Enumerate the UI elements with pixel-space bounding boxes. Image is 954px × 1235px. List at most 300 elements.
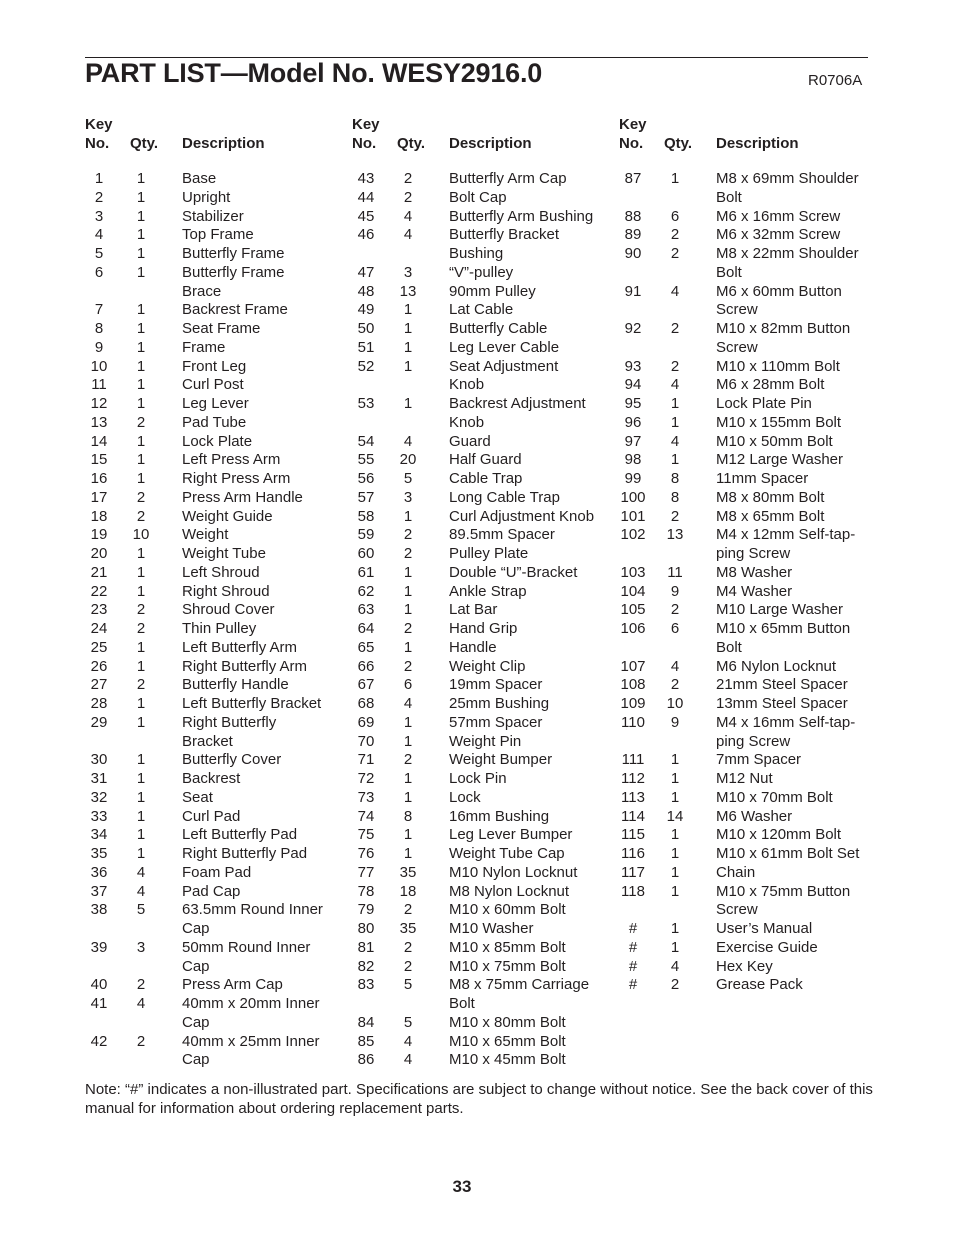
part-row: [619, 883, 889, 921]
part-description: Stabilizer: [182, 207, 244, 225]
part-description: M8 x 75mm Carriage Bolt: [449, 976, 590, 1012]
part-description: Curl Adjustment Knob: [449, 507, 595, 525]
part-key: 73: [357, 788, 375, 806]
part-description: M8 Nylon Locknut: [449, 882, 570, 900]
part-qty: 1: [136, 338, 146, 356]
part-row: [85, 883, 355, 902]
part-key: 55: [357, 451, 375, 469]
part-key: 34: [90, 826, 108, 844]
part-row: [619, 208, 889, 227]
part-key: 100: [620, 488, 646, 506]
part-row: [85, 245, 355, 264]
part-row: [619, 939, 889, 958]
part-qty: 1: [670, 920, 680, 937]
part-row: [352, 583, 622, 602]
part-qty: 2: [136, 1032, 146, 1050]
part-description: 7mm Spacer: [716, 751, 802, 769]
part-description: 40mm x 20mm Inner Cap: [182, 995, 320, 1031]
part-row: [352, 358, 622, 396]
part-description: Upright: [182, 188, 231, 206]
part-key: 28: [90, 695, 108, 712]
part-row: [619, 226, 889, 245]
part-qty: 1: [670, 863, 680, 881]
part-row: [352, 470, 622, 489]
part-qty: 2: [670, 976, 680, 994]
part-key: 22: [90, 582, 108, 600]
part-key: 47: [357, 263, 375, 281]
part-description: Shroud Cover: [182, 601, 275, 619]
part-key: 59: [357, 526, 375, 544]
part-qty: 4: [136, 863, 146, 881]
part-qty: 2: [136, 676, 146, 694]
part-qty: 4: [403, 432, 413, 450]
part-description: Lat Bar: [449, 601, 498, 619]
part-row: [352, 283, 622, 302]
part-qty: 2: [670, 357, 680, 375]
part-description: Weight: [182, 526, 229, 544]
part-qty: 1: [403, 770, 413, 787]
part-description: Press Arm Handle: [182, 488, 303, 506]
part-key: 66: [357, 657, 375, 675]
part-row: [85, 864, 355, 883]
part-description: M6 Nylon Locknut: [716, 657, 837, 675]
part-row: [352, 1033, 622, 1052]
part-qty: 1: [403, 582, 413, 600]
part-qty: 4: [670, 432, 680, 450]
part-key: 94: [624, 376, 642, 394]
part-qty: 1: [403, 338, 413, 356]
part-description: 57mm Spacer: [449, 713, 543, 731]
part-qty: 2: [136, 413, 146, 431]
part-description: M10 Large Washer: [716, 601, 844, 619]
part-key: 17: [90, 488, 108, 506]
part-qty: 4: [403, 1051, 413, 1069]
part-description: Backrest Adjustment Knob: [449, 395, 586, 431]
part-qty: 1: [136, 788, 146, 806]
part-qty: 2: [136, 601, 146, 619]
part-description: “V”-pulley: [449, 263, 514, 281]
part-qty: 1: [403, 507, 413, 525]
part-key: 105: [620, 601, 646, 619]
part-key: 16: [90, 470, 108, 487]
part-qty: 2: [403, 957, 413, 975]
part-key: 111: [621, 751, 645, 769]
part-qty: 1: [403, 732, 413, 750]
part-qty: 5: [403, 470, 413, 487]
part-row: [352, 808, 622, 827]
part-key: 56: [357, 470, 375, 487]
header-description: Description: [449, 135, 532, 152]
part-qty: 1: [403, 395, 413, 412]
part-row: [619, 751, 889, 770]
part-qty: 2: [136, 507, 146, 525]
part-key: 10: [90, 357, 108, 375]
part-description: Handle: [449, 638, 497, 656]
part-row: [352, 695, 622, 714]
part-qty: 2: [670, 507, 680, 525]
part-row: [85, 264, 355, 302]
part-description: Backrest: [182, 770, 241, 787]
part-description: Top Frame: [182, 226, 254, 244]
part-description: Leg Lever: [182, 395, 249, 412]
part-qty: 2: [403, 526, 413, 544]
part-qty: 1: [403, 601, 413, 619]
part-description: Butterfly Handle: [182, 676, 289, 694]
part-description: Weight Tube: [182, 545, 266, 562]
part-key: 4: [94, 226, 104, 244]
part-row: [352, 433, 622, 452]
part-row: [85, 1033, 355, 1071]
part-key: 30: [90, 751, 108, 769]
part-row: [352, 676, 622, 695]
part-description: Right Press Arm: [182, 470, 291, 487]
header-qty: Qty.: [397, 135, 426, 152]
part-key: 23: [90, 601, 108, 619]
part-key: 51: [357, 338, 375, 356]
part-key: 50: [357, 320, 375, 337]
part-description: M6 Washer: [716, 807, 793, 825]
part-qty: 1: [136, 432, 146, 450]
part-row: [85, 976, 355, 995]
part-description: 40mm x 25mm Inner Cap: [182, 1032, 320, 1069]
part-key: 37: [90, 882, 108, 900]
part-qty: 1: [136, 226, 146, 244]
part-key: #: [628, 920, 638, 937]
header-description: Description: [182, 135, 265, 152]
part-qty: 3: [136, 938, 146, 956]
part-row: [85, 583, 355, 602]
part-key: 11: [91, 376, 107, 394]
part-row: [619, 564, 889, 583]
part-row: [85, 376, 355, 395]
part-row: [619, 676, 889, 695]
part-row: [619, 414, 889, 433]
part-qty: 1: [403, 788, 413, 806]
part-qty: 1: [136, 357, 146, 375]
part-description: M12 Nut: [716, 770, 773, 787]
part-description: M4 x 12mm Self-tap- ping Screw: [716, 526, 856, 562]
part-row: [85, 358, 355, 377]
part-row: [85, 751, 355, 770]
part-description: Lat Cable: [449, 301, 514, 319]
part-key: 101: [620, 507, 646, 525]
part-key: 26: [90, 657, 108, 675]
header-description: Description: [716, 135, 799, 152]
part-row: [85, 620, 355, 639]
part-row: [352, 639, 622, 658]
part-qty: 18: [399, 882, 417, 900]
part-key: 8: [94, 320, 104, 337]
part-qty: 11: [667, 563, 683, 581]
part-key: 116: [621, 845, 645, 862]
part-qty: 1: [136, 301, 146, 319]
part-description: Seat: [182, 788, 213, 806]
part-description: Long Cable Trap: [449, 488, 560, 506]
part-description: M10 x 60mm Bolt: [449, 901, 566, 919]
part-key: 6: [94, 263, 104, 281]
part-key: 36: [90, 863, 108, 881]
part-qty: 1: [136, 713, 146, 731]
part-qty: 6: [670, 620, 680, 637]
part-row: [619, 470, 889, 489]
part-key: 54: [357, 432, 375, 450]
part-description: Lock Pin: [449, 770, 507, 787]
part-description: User’s Manual: [716, 920, 813, 937]
part-key: 103: [620, 563, 646, 581]
part-qty: 2: [403, 657, 413, 675]
part-description: 16mm Bushing: [449, 807, 550, 825]
part-row: [85, 395, 355, 414]
part-description: Pulley Plate: [449, 545, 529, 562]
part-key: 5: [94, 245, 104, 262]
part-key: 79: [357, 901, 375, 919]
part-description: Grease Pack: [716, 976, 803, 994]
part-key: 69: [357, 713, 375, 731]
part-description: Thin Pulley: [182, 620, 257, 637]
part-qty: 35: [399, 863, 417, 881]
part-description: M8 Washer: [716, 563, 793, 581]
part-row: [85, 601, 355, 620]
part-row: [352, 395, 622, 433]
part-row: [352, 826, 622, 845]
part-row: [352, 770, 622, 789]
part-qty: 1: [403, 563, 413, 581]
part-qty: 1: [670, 451, 680, 469]
part-row: [619, 508, 889, 527]
part-description: Butterfly Bracket Bushing: [449, 226, 560, 262]
part-description: Exercise Guide: [716, 938, 818, 956]
part-qty: 1: [136, 320, 146, 337]
part-key: 68: [357, 695, 375, 712]
part-key: 57: [357, 488, 375, 506]
part-qty: 6: [403, 676, 413, 694]
part-description: M12 Large Washer: [716, 451, 844, 469]
part-key: #: [628, 976, 638, 994]
part-description: M10 x 75mm Button Screw: [716, 882, 851, 919]
part-qty: 1: [670, 751, 680, 769]
part-qty: 1: [136, 638, 146, 656]
part-qty: 1: [136, 245, 146, 262]
part-row: [619, 920, 889, 939]
part-qty: 14: [666, 807, 684, 825]
part-description: M10 x 80mm Bolt: [449, 1013, 566, 1031]
part-row: [352, 733, 622, 752]
part-row: [85, 658, 355, 677]
part-row: [352, 751, 622, 770]
part-row: [85, 695, 355, 714]
part-description: M10 x 75mm Bolt: [449, 957, 566, 975]
part-row: [352, 1051, 622, 1070]
part-key: 7: [94, 301, 104, 319]
part-row: [619, 789, 889, 808]
part-description: Hex Key: [716, 957, 773, 975]
part-row: [619, 620, 889, 658]
part-row: [619, 245, 889, 283]
part-row: [85, 189, 355, 208]
part-key: 18: [90, 507, 108, 525]
part-row: [352, 1014, 622, 1033]
part-qty: 9: [670, 713, 680, 731]
part-description: Double “U”-Bracket: [449, 563, 578, 581]
part-row: [352, 958, 622, 977]
part-key: 49: [357, 301, 375, 319]
part-description: Left Shroud: [182, 563, 260, 581]
part-description: Seat Frame: [182, 320, 261, 337]
part-qty: 4: [670, 282, 680, 300]
part-row: [85, 545, 355, 564]
part-key: 41: [90, 995, 108, 1012]
part-row: [85, 676, 355, 695]
document-code: R0706A: [808, 72, 863, 89]
part-key: 109: [620, 695, 646, 712]
part-description: M10 Washer: [449, 920, 534, 937]
part-qty: 2: [670, 226, 680, 244]
part-key: 110: [621, 713, 645, 731]
part-description: Pad Tube: [182, 413, 247, 431]
part-row: [85, 433, 355, 452]
part-key: 85: [357, 1032, 375, 1050]
part-description: M10 x 82mm Button Screw: [716, 320, 851, 356]
part-row: [352, 489, 622, 508]
part-row: [352, 451, 622, 470]
column-header: [85, 113, 355, 170]
part-qty: 2: [403, 751, 413, 769]
part-key: 67: [357, 676, 375, 694]
part-qty: 4: [136, 995, 146, 1012]
part-qty: 4: [670, 657, 680, 675]
part-description: M10 x 61mm Bolt Set: [716, 845, 860, 862]
part-row: [352, 601, 622, 620]
part-description: M6 x 16mm Screw: [716, 207, 841, 225]
part-row: [619, 845, 889, 864]
part-qty: 1: [136, 188, 146, 206]
part-key: 114: [621, 807, 645, 825]
part-key: 1: [94, 170, 104, 187]
part-qty: 5: [403, 1013, 413, 1031]
part-row: [352, 883, 622, 902]
part-qty: 2: [136, 488, 146, 506]
part-description: Foam Pad: [182, 863, 252, 881]
part-description: M10 x 65mm Bolt: [449, 1032, 566, 1050]
part-row: [85, 901, 355, 939]
part-key: 104: [620, 582, 646, 600]
part-description: Base: [182, 170, 217, 187]
part-description: Weight Bumper: [449, 751, 553, 769]
part-qty: 2: [670, 601, 680, 619]
part-key: 112: [621, 770, 645, 787]
part-qty: 1: [403, 301, 413, 319]
part-key: 20: [90, 545, 108, 562]
part-key: 33: [90, 807, 108, 825]
part-row: [352, 208, 622, 227]
part-row: [619, 376, 889, 395]
parts-column-2: [352, 113, 622, 1070]
part-key: 115: [621, 826, 645, 844]
part-qty: 1: [403, 357, 413, 375]
part-key: 9: [94, 338, 104, 356]
part-description: Right Butterfly Pad: [182, 845, 308, 862]
part-key: 88: [624, 207, 642, 225]
part-description: M10 x 70mm Bolt: [716, 788, 833, 806]
part-description: M10 x 85mm Bolt: [449, 938, 566, 956]
part-qty: 1: [670, 826, 680, 844]
part-qty: 1: [136, 826, 146, 844]
part-description: Butterfly Arm Bushing: [449, 207, 594, 225]
part-description: M10 Nylon Locknut: [449, 863, 578, 881]
part-key: 3: [94, 207, 104, 225]
part-key: 97: [624, 432, 642, 450]
part-key: 90: [624, 245, 642, 262]
part-description: Left Press Arm: [182, 451, 281, 469]
part-qty: 2: [403, 170, 413, 187]
part-row: [619, 526, 889, 564]
part-row: [619, 358, 889, 377]
part-description: 63.5mm Round Inner Cap: [182, 901, 323, 937]
part-description: M10 x 50mm Bolt: [716, 432, 833, 450]
part-qty: 13: [666, 526, 684, 544]
part-key: 14: [90, 432, 108, 450]
part-qty: 1: [403, 826, 413, 844]
part-description: M4 Washer: [716, 582, 793, 600]
part-qty: 1: [136, 751, 146, 769]
part-qty: 1: [136, 845, 146, 862]
part-description: Left Butterfly Pad: [182, 826, 298, 844]
part-row: [85, 845, 355, 864]
part-row: [619, 958, 889, 977]
part-qty: 13: [399, 282, 417, 300]
part-key: 86: [357, 1051, 375, 1069]
part-key: #: [628, 938, 638, 956]
part-qty: 1: [136, 395, 146, 412]
part-key: 48: [357, 282, 375, 300]
part-qty: 1: [136, 695, 146, 712]
part-qty: 1: [670, 413, 680, 431]
part-row: [619, 283, 889, 321]
part-qty: 10: [666, 695, 684, 712]
part-description: Butterfly Cover: [182, 751, 282, 769]
part-key: 44: [357, 188, 375, 206]
parts-column-3: [619, 113, 889, 995]
part-key: 25: [90, 638, 108, 656]
part-key: 74: [357, 807, 375, 825]
part-key: 92: [624, 320, 642, 337]
part-key: 81: [357, 938, 375, 956]
part-key: 31: [90, 770, 108, 787]
part-row: [619, 864, 889, 883]
part-qty: 10: [132, 526, 150, 544]
part-qty: 2: [403, 545, 413, 562]
part-description: Cable Trap: [449, 470, 523, 487]
part-key: 27: [90, 676, 108, 694]
part-description: M6 x 28mm Bolt: [716, 376, 825, 394]
part-qty: 20: [399, 451, 417, 469]
part-key: 75: [357, 826, 375, 844]
part-row: [85, 714, 355, 752]
part-key: 64: [357, 620, 375, 637]
part-key: 63: [357, 601, 375, 619]
part-qty: 9: [670, 582, 680, 600]
part-qty: 1: [403, 638, 413, 656]
part-row: [619, 489, 889, 508]
part-row: [85, 789, 355, 808]
part-qty: 1: [670, 882, 680, 900]
part-row: [352, 976, 622, 1014]
part-row: [619, 714, 889, 752]
part-key: 98: [624, 451, 642, 469]
part-key: 24: [90, 620, 108, 637]
part-row: [352, 939, 622, 958]
part-key: 117: [621, 863, 645, 881]
